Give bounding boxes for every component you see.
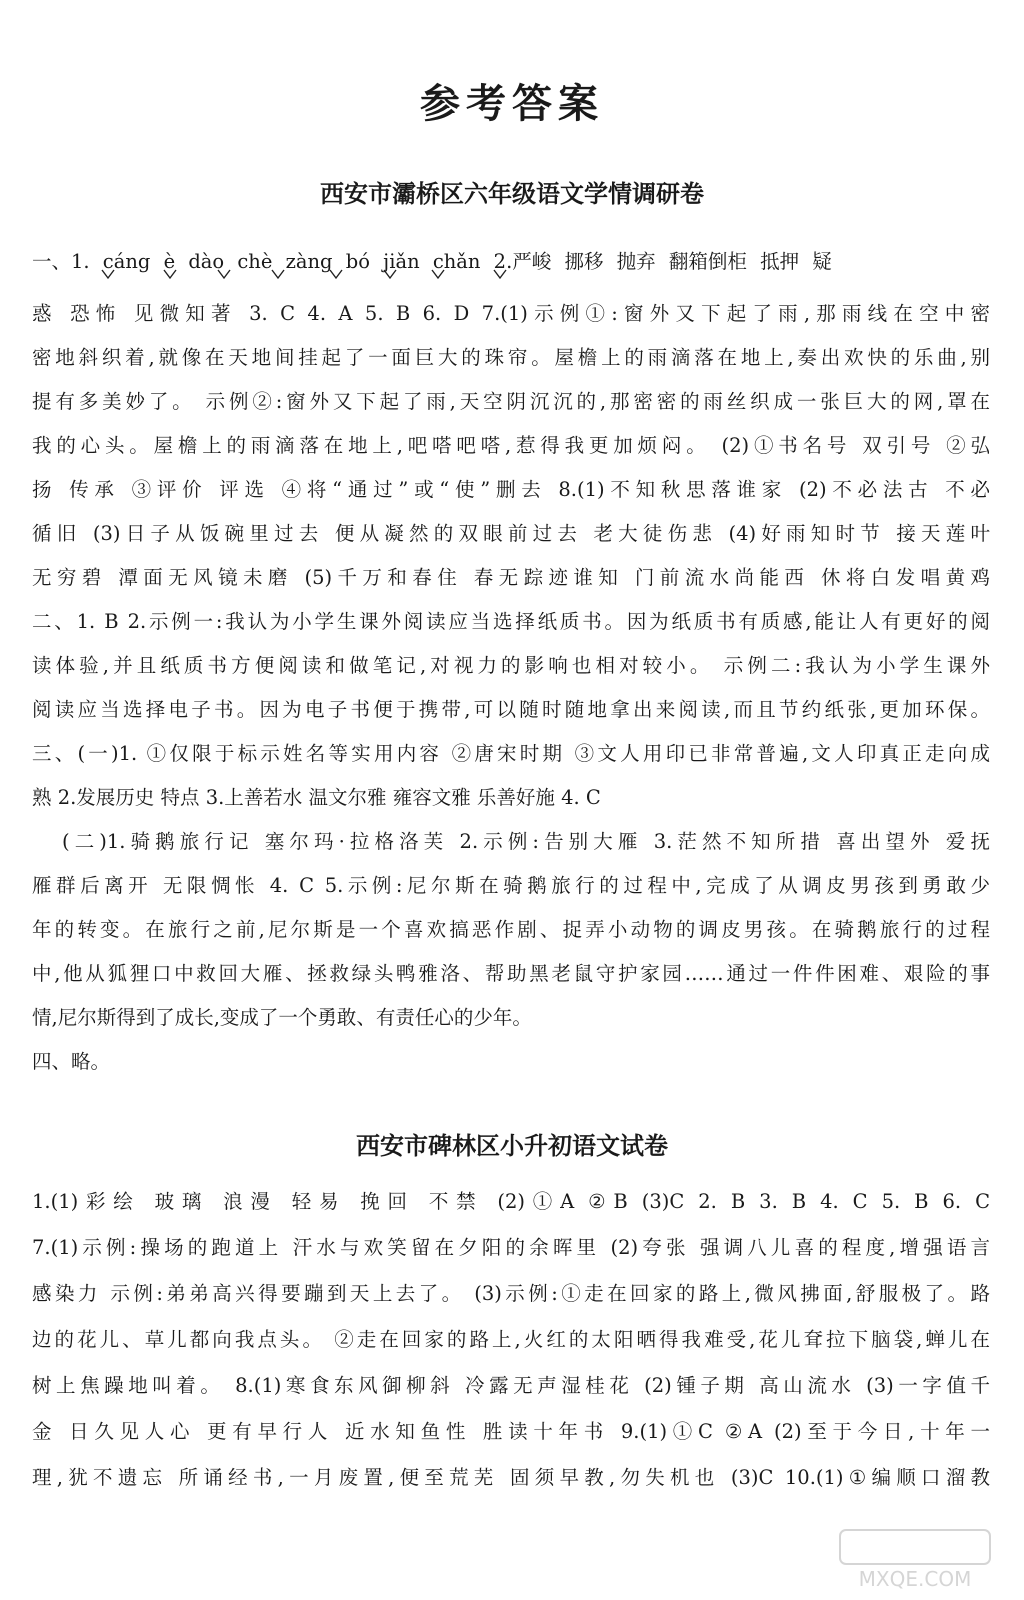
check-mark-icon	[494, 270, 506, 278]
answer-line: 四、略。	[32, 1050, 111, 1073]
answer-line: 感染力 示例:弟弟高兴得要蹦到天上去了。 (3)示例:①走在回家的路上,微风拂面,舒服极了。路	[32, 1282, 990, 1305]
section-heading-beilin: 西安市碑林区小升初语文试卷	[356, 1132, 668, 1160]
answer-line: 惑 恐怖 见微知著 3. C 4. A 5. B 6. D 7.(1)示例①:窗外又下起了雨,那雨线在空中密	[32, 302, 990, 325]
answer-line: 1.(1)彩绘 玻璃 浪漫 轻易 挽回 不禁 (2)①A ②B (3)C 2. B 3. B 4. C 5. B 6. C	[32, 1190, 990, 1213]
check-mark-icon	[218, 270, 230, 278]
check-mark-icon	[330, 270, 342, 278]
answer-line: 无穷碧 潭面无风镜未磨 (5)千万和春住 春无踪迹谁知 门前流水尚能西 休将白发唱黄鸡	[32, 566, 990, 589]
answer-line: (二)1.骑鹅旅行记 塞尔玛·拉格洛芙 2.示例:告别大雁 3.茫然不知所措 喜出望外 爱抚	[62, 830, 990, 853]
watermark-logo	[820, 1528, 1010, 1592]
answer-line: 阅读应当选择电子书。因为电子书便于携带,可以随时随地拿出来阅读,而且节约纸张,更加环保。	[32, 698, 990, 721]
answer-line: 7.(1)示例:操场的跑道上 汗水与欢笑留在夕阳的余晖里 (2)夸张 强调八儿喜的程度,增强语言	[32, 1236, 990, 1259]
answer-line: 密地斜织着,就像在天地间挂起了一面巨大的珠帘。屋檐上的雨滴落在地上,奏出欢快的乐曲,别	[32, 346, 990, 369]
answer-line: 情,尼尔斯得到了成长,变成了一个勇敢、有责任心的少年。	[32, 1006, 532, 1029]
answer-line: 雁群后离开 无限惆怅 4. C 5.示例:尼尔斯在骑鹅旅行的过程中,完成了从调皮男孩到勇敢少	[32, 874, 990, 897]
page-title: 参考答案	[420, 81, 604, 127]
check-mark-icon	[384, 270, 396, 278]
answer-line: 我的心头。屋檐上的雨滴落在地上,吧嗒吧嗒,惹得我更加烦闷。 (2)①书名号 双引号 ②弘	[32, 434, 990, 457]
svg-text:MXQE.COM: MXQE.COM	[858, 1567, 972, 1591]
answer-line: 循旧 (3)日子从饭碗里过去 便从凝然的双眼前过去 老大徒伤悲 (4)好雨知时节 接天莲叶	[32, 522, 990, 545]
answer-line: 中,他从狐狸口中救回大雁、拯救绿头鸭雅洛、帮助黑老鼠守护家园……通过一件件困难、艰险的事	[32, 962, 990, 985]
check-mark-icon	[164, 270, 176, 278]
section-heading-baqiao: 西安市灞桥区六年级语文学情调研卷	[320, 180, 704, 208]
answer-line: 金 日久见人心 更有早行人 近水知鱼性 胜读十年书 9.(1)①C ②A (2)至于今日,十年一	[32, 1420, 990, 1443]
answer-line: 年的转变。在旅行之前,尼尔斯是一个喜欢搞恶作剧、捉弄小动物的调皮男孩。在骑鹅旅行的过程	[32, 918, 990, 941]
answer-line: 扬 传承 ③评价 评选 ④将“通过”或“使”删去 8.(1)不知秋思落谁家 (2)不必法古 不必	[32, 478, 990, 501]
answer-line: 读体验,并且纸质书方便阅读和做笔记,对视力的影响也相对较小。 示例二:我认为小学生课外	[32, 654, 990, 677]
answer-line: 三、(一)1. ①仅限于标示姓名等实用内容 ②唐宋时期 ③文人用印已非常普遍,文人印真正走向成	[32, 742, 990, 765]
pinyin-row	[32, 240, 990, 280]
answer-line: 树上焦躁地叫着。 8.(1)寒食东风御柳斜 冷露无声湿桂花 (2)锺子期 高山流水 (3)一字值千	[32, 1374, 990, 1397]
answer-line: 提有多美妙了。 示例②:窗外又下起了雨,天空阴沉沉的,那密密的雨丝织成一张巨大的网,罩在	[32, 390, 990, 413]
check-mark-icon	[102, 270, 114, 278]
answer-line: 二、1. B 2.示例一:我认为小学生课外阅读应当选择纸质书。因为纸质书有质感,能让人有更好的阅	[32, 610, 990, 633]
answer-line: 边的花儿、草儿都向我点头。 ②走在回家的路上,火红的太阳晒得我难受,花儿耷拉下脑袋,蝉儿在	[32, 1328, 990, 1351]
answer-line: 熟 2.发展历史 特点 3.上善若水 温文尔雅 雍容文雅 乐善好施 4. C	[32, 786, 601, 809]
check-mark-icon	[432, 270, 444, 278]
check-mark-icon	[272, 270, 284, 278]
answer-line: 理,犹不遗忘 所诵经书,一月废置,便至荒芜 固须早教,勿失机也 (3)C 10.(1)①编顺口溜教	[32, 1466, 990, 1489]
check-marks	[32, 240, 990, 280]
pinyin-answer-line: 一、1. cáng è dào chè zàng bó jiǎn chǎn 2.严峻 挪移 抛弃 翻箱倒柜 抵押 疑	[32, 250, 832, 273]
